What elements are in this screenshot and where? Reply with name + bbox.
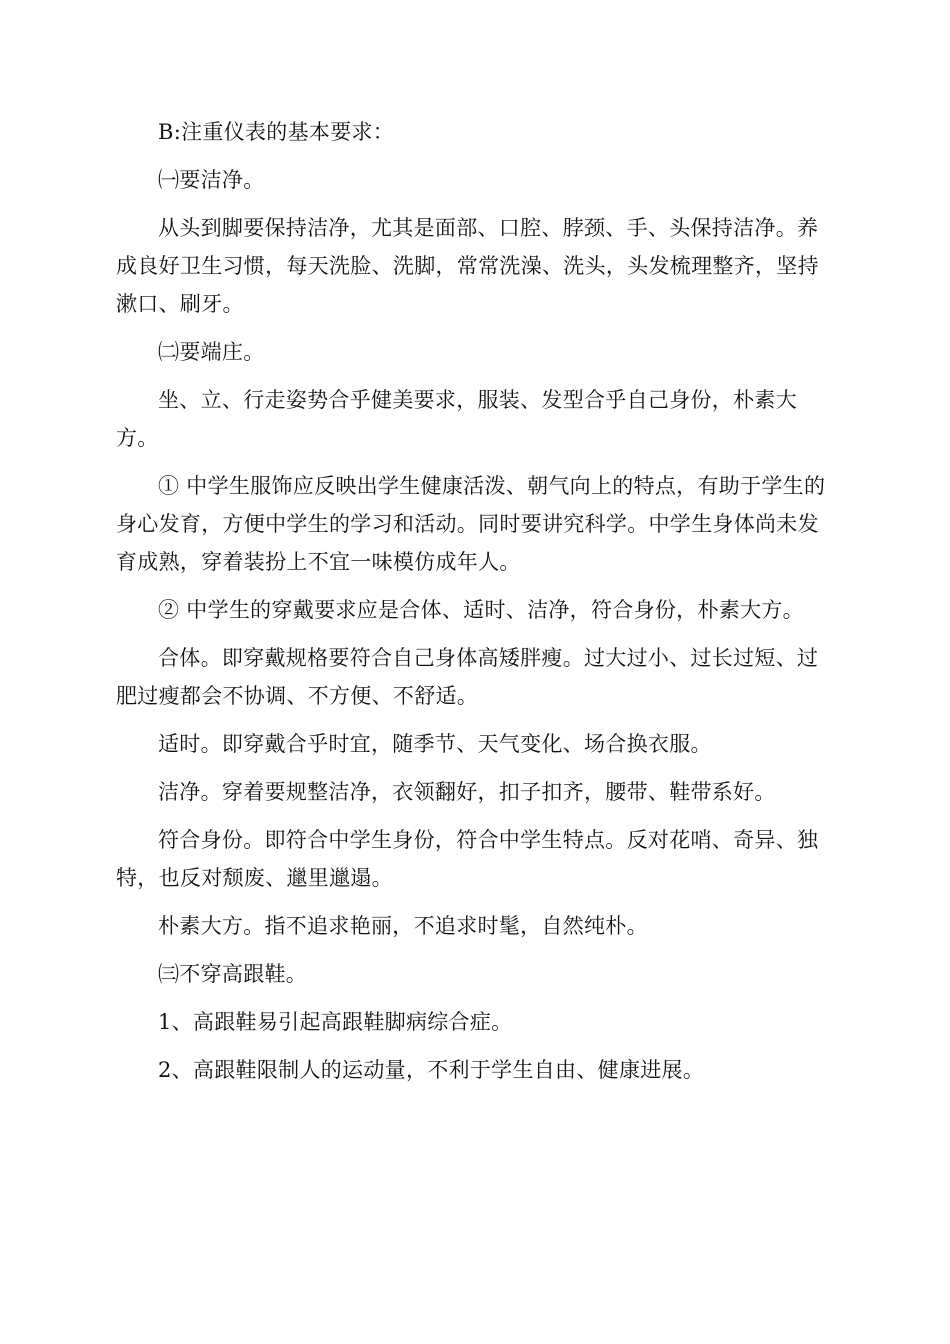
paragraph-clean-detail: 从头到脚要保持洁净，尤其是面部、口腔、脖颈、手、头保持洁净。养成良好卫生习惯，每天洗脸、洗脚，常常洗澡、洗头，头发梳理整齐，坚持漱口、刷牙。: [116, 216, 819, 316]
paragraph-simple: 朴素大方。指不追求艳丽，不追求时髦，自然纯朴。: [158, 914, 648, 938]
paragraph-point-1: ① 中学生服饰应反映出学生健康活泼、朝气向上的特点，有助于学生的身心发育，方便中学生的学习和活动。同时要讲究科学。中学生身体尚未发育成熟，穿着装扮上不宜一味模仿成年人。: [116, 474, 826, 574]
list-item-heels-2: 2、高跟鞋限制人的运动量，不利于学生自由、健康进展。: [158, 1058, 705, 1082]
subheading-dignified: ㈡要端庄。: [158, 340, 265, 364]
paragraph-dignified-detail: 坐、立、行走姿势合乎健美要求，服装、发型合乎自己身份，朴素大方。: [116, 388, 797, 450]
section-heading-b: B:注重仪表的基本要求：: [158, 120, 395, 144]
paragraph-identity: 符合身份。即符合中学生身份，符合中学生特点。反对花哨、奇异、独特，也反对颓废、邋里邋遢。: [116, 828, 819, 890]
paragraph-neat: 洁净。穿着要规整洁净，衣领翻好，扣子扣齐，腰带、鞋带系好。: [158, 780, 776, 804]
paragraph-fit: 合体。即穿戴规格要符合自己身体高矮胖瘦。过大过小、过长过短、过肥过瘦都会不协调、不方便、不舒适。: [116, 646, 819, 708]
paragraph-point-2: ② 中学生的穿戴要求应是合体、适时、洁净，符合身份，朴素大方。: [158, 598, 804, 622]
document-body: [116, 113, 838, 1099]
list-item-heels-1: 1、高跟鞋易引起高跟鞋脚病综合症。: [158, 1010, 513, 1034]
subheading-clean: ㈠要洁净。: [158, 168, 265, 192]
subheading-no-heels: ㈢不穿高跟鞋。: [158, 962, 308, 986]
paragraph-timely: 适时。即穿戴合乎时宜，随季节、天气变化、场合换衣服。: [158, 732, 712, 756]
